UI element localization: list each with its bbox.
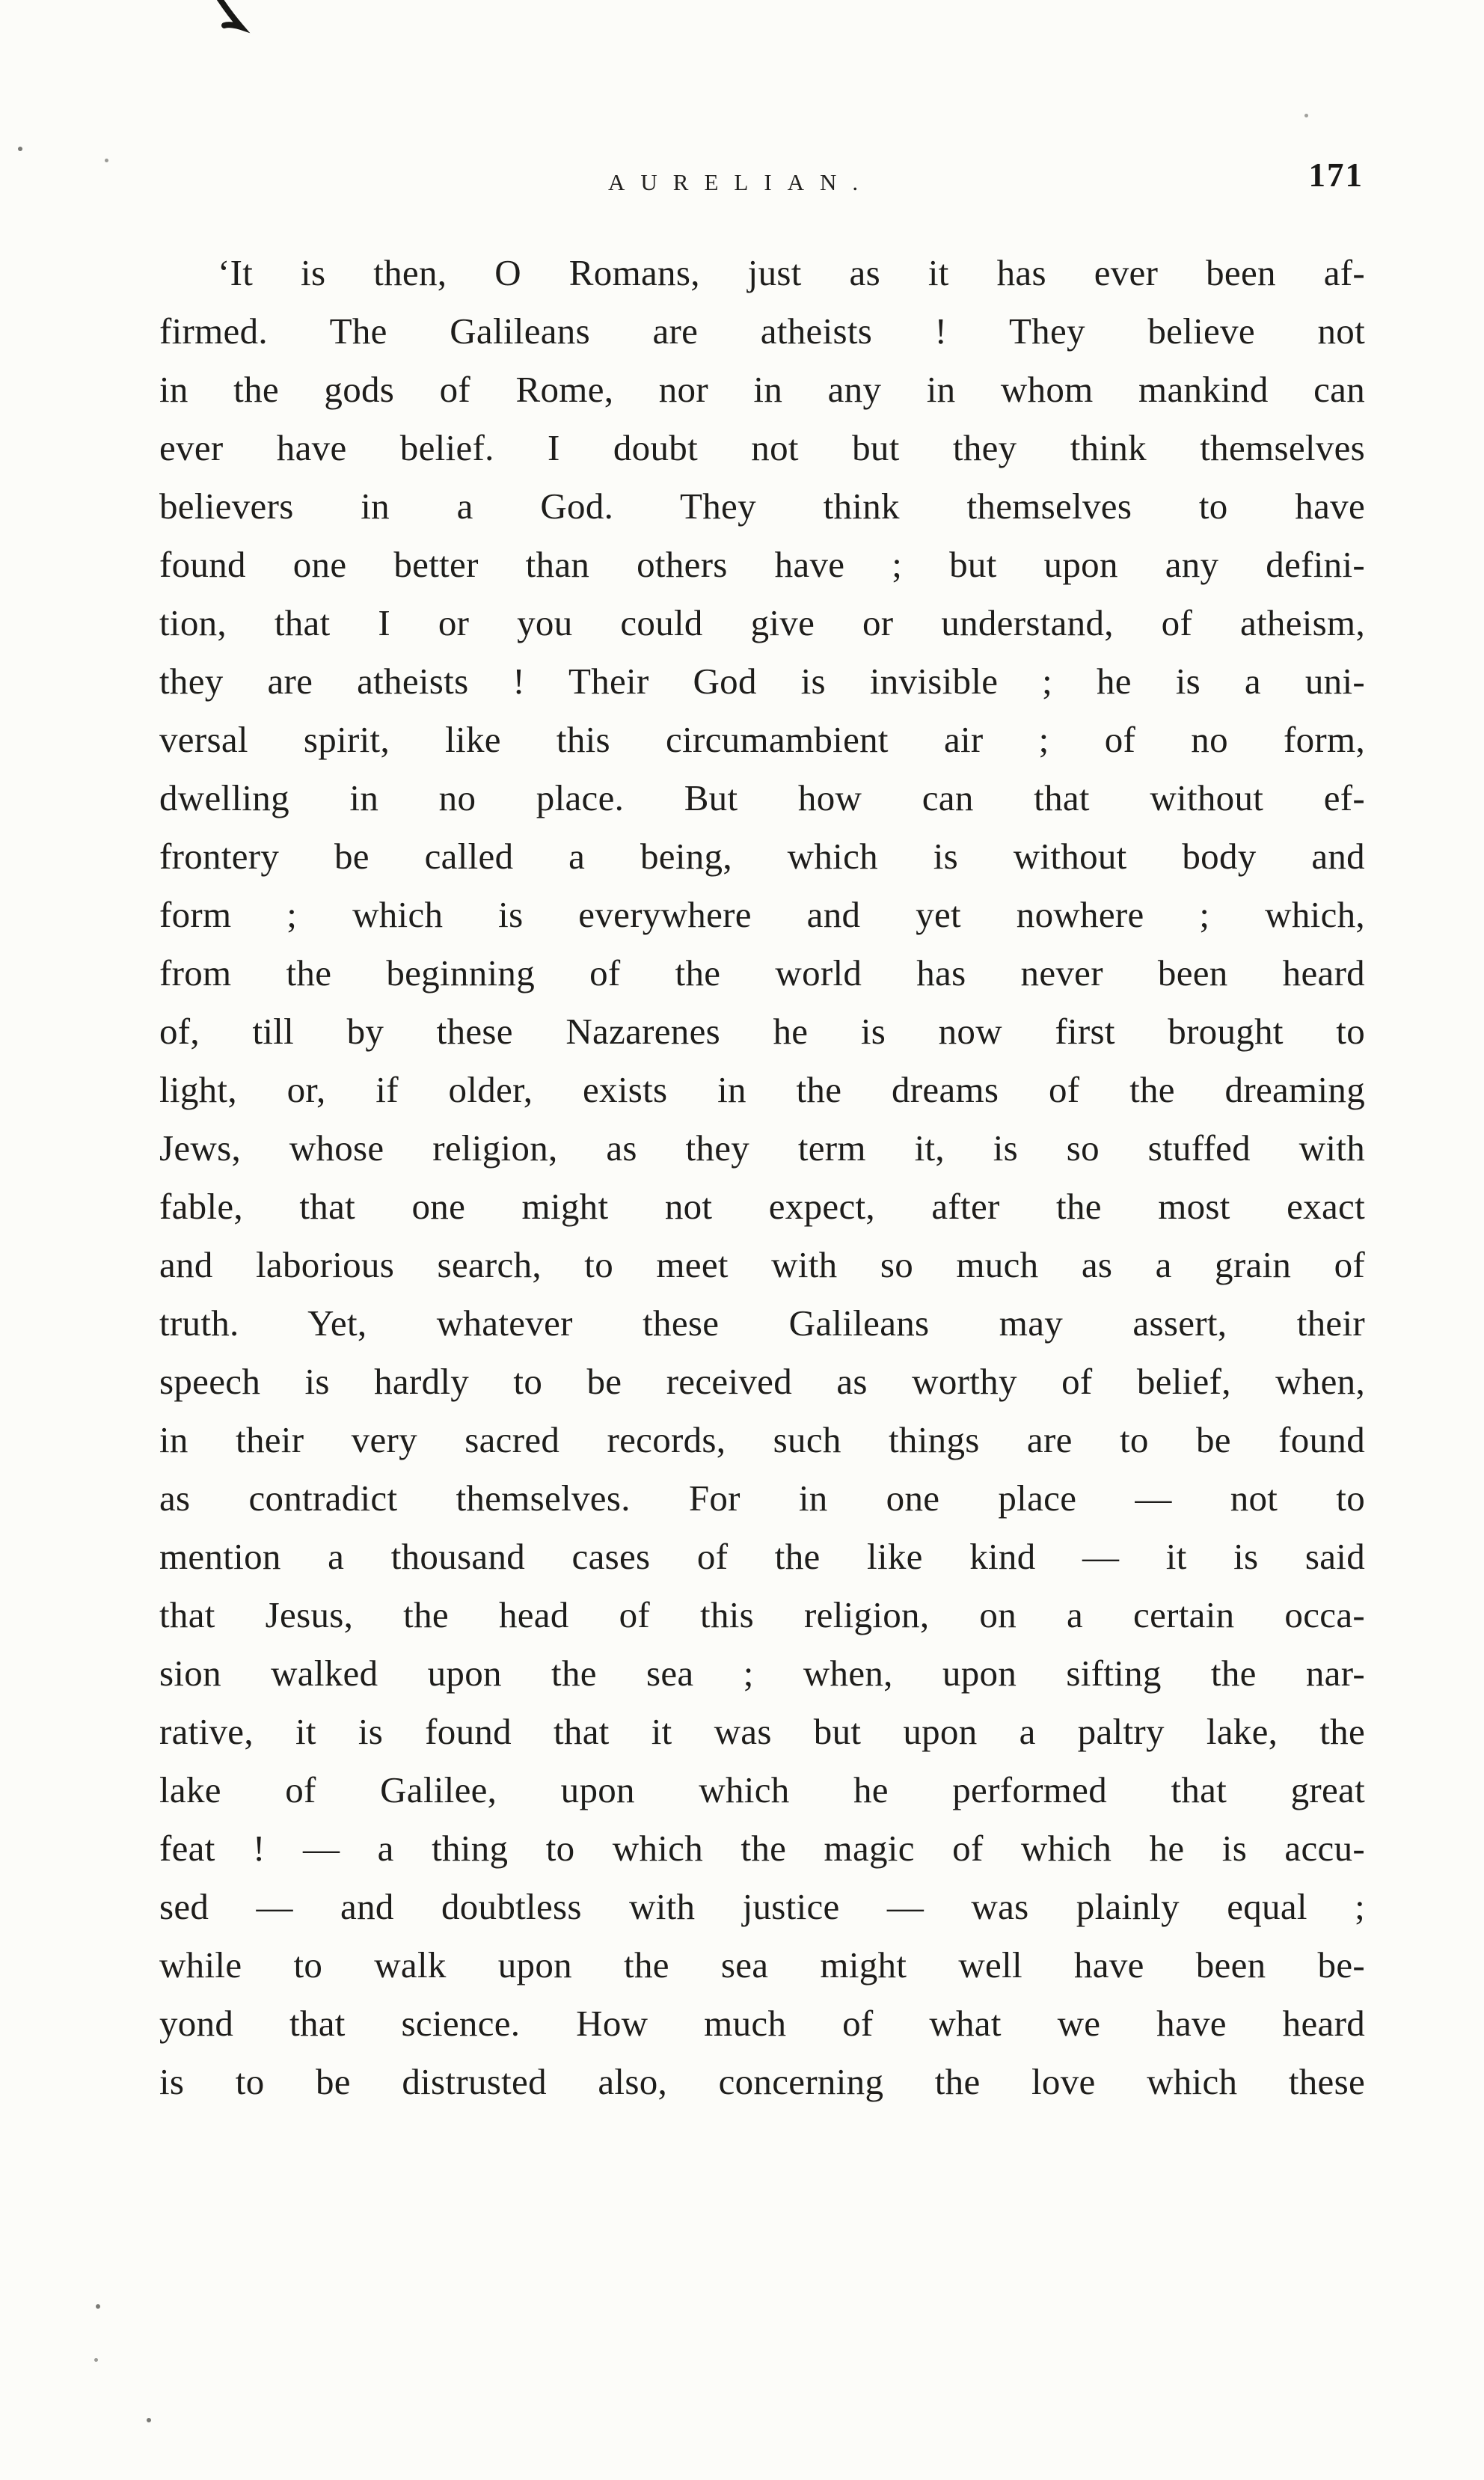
text-line: form ; which is everywhere and yet nowhere ; which,: [159, 894, 1365, 935]
text-line: tion, that I or you could give or understand, of atheism,: [159, 602, 1365, 643]
text-line: truth. Yet, whatever these Galileans may assert, their: [159, 1302, 1365, 1344]
text-line: ever have belief. I doubt not but they think themselves: [159, 427, 1365, 468]
text-line: is to be distrusted also, concerning the love which these: [159, 2061, 1365, 2102]
page-title: AURELIAN.: [608, 169, 874, 195]
text-line: rative, it is found that it was but upon a paltry lake, the: [159, 1711, 1365, 1752]
scan-speck: [105, 159, 108, 162]
text-line: found one better than others have ; but upon any defini-: [159, 544, 1365, 585]
text-line: mention a thousand cases of the like kind — it is said: [159, 1536, 1365, 1577]
text-line: sion walked upon the sea ; when, upon sifting the nar-: [159, 1653, 1365, 1694]
scan-speck: [147, 2418, 151, 2422]
body-text: [159, 244, 1365, 2111]
text-line: as contradict themselves. For in one place — not to: [159, 1478, 1365, 1519]
text-line: fable, that one might not expect, after the most exact: [159, 1186, 1365, 1227]
text-line: lake of Galilee, upon which he performed that great: [159, 1769, 1365, 1810]
text-line: dwelling in no place. But how can that without ef-: [159, 777, 1365, 818]
text-line: in the gods of Rome, nor in any in whom mankind can: [159, 369, 1365, 410]
text-line: from the beginning of the world has never been heard: [159, 952, 1365, 993]
text-line: and laborious search, to meet with so much as a grain of: [159, 1244, 1365, 1285]
text-line: while to walk upon the sea might well have been be-: [159, 1944, 1365, 1985]
text-line: light, or, if older, exists in the dreams of the dreaming: [159, 1069, 1365, 1110]
text-line: they are atheists ! Their God is invisible ; he is a uni-: [159, 661, 1365, 702]
text-line: speech is hardly to be received as worthy of belief, when,: [159, 1361, 1365, 1402]
scan-speck: [1304, 114, 1308, 117]
text-line: firmed. The Galileans are atheists ! They believe not: [159, 310, 1365, 352]
text-line: sed — and doubtless with justice — was plainly equal ;: [159, 1886, 1365, 1927]
scan-speck: [18, 147, 22, 151]
running-header: [159, 156, 1365, 209]
ink-mark: [196, 0, 263, 54]
text-line: ‘It is then, O Romans, just as it has ever been af-: [218, 252, 1365, 293]
scan-speck: [96, 2304, 100, 2309]
text-line: feat ! — a thing to which the magic of which he is accu-: [159, 1828, 1365, 1869]
text-line: versal spirit, like this circumambient air ; of no form,: [159, 719, 1365, 760]
scan-speck: [94, 2358, 98, 2362]
text-line: that Jesus, the head of this religion, on a certain occa-: [159, 1594, 1365, 1635]
text-line: yond that science. How much of what we have heard: [159, 2003, 1365, 2044]
text-line: of, till by these Nazarenes he is now first brought to: [159, 1011, 1365, 1052]
text-line: frontery be called a being, which is without body and: [159, 836, 1365, 877]
text-line: in their very sacred records, such things are to be found: [159, 1419, 1365, 1460]
text-line: Jews, whose religion, as they term it, is so stuffed with: [159, 1127, 1365, 1169]
page-number: 171: [1308, 156, 1364, 194]
text-line: believers in a God. They think themselves to have: [159, 486, 1365, 527]
